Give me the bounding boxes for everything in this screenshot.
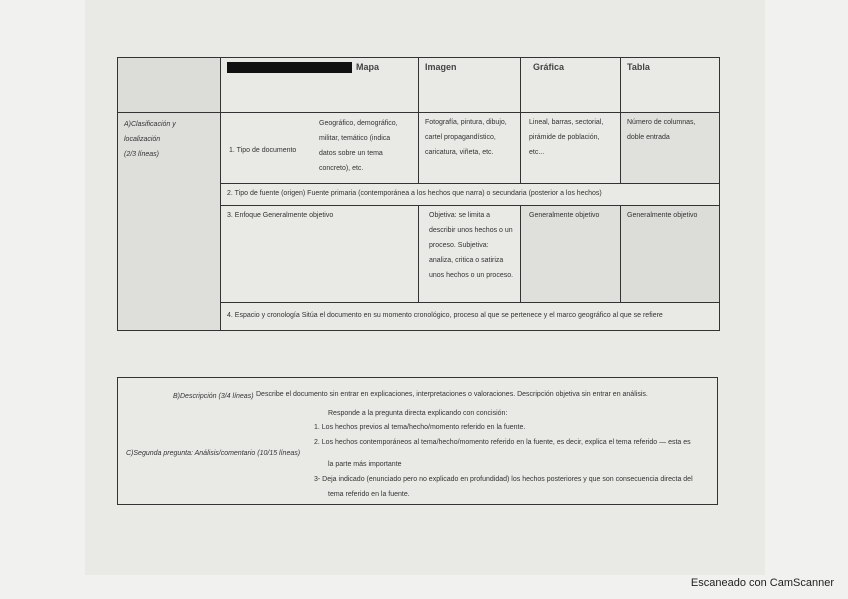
section-a-line: (2/3 líneas) [124,151,160,158]
redaction-bar [227,62,352,73]
header-tabla: Tabla [620,57,720,113]
header-grafica: Gráfica [520,57,621,113]
row1-label: 1. Tipo de documento [229,147,297,154]
section-c-item: la parte más importante [328,461,402,468]
header-imagen: Imagen [418,57,521,113]
section-c-item: 2. Los hechos contemporáneos al tema/hecho/momento referido en la fuente, es decir, explica el tema referido — esta es [314,439,691,446]
header-label: Mapa [356,62,380,72]
row4-cell: 4. Espacio y cronología Sitúa el documento en su momento cronológico, proceso al que se pertenece y el marco geográfico al que se refiere [220,302,720,331]
section-c-item: tema referido en la fuente. [328,491,410,498]
row1-mapa-text: Geográfico, demográfico, militar, temático (indica datos sobre un tema concreto), etc. [319,120,398,172]
section-c-item: 1. Los hechos previos al tema/hecho/momento referido en la fuente. [314,424,526,431]
row3-mapa-cell: 3. Enfoque Generalmente objetivo [220,205,419,303]
section-a-label [117,112,221,331]
row1-grafica-cell: Lineal, barras, sectorial, pirámide de población, etc... [520,112,621,184]
row3-tabla-cell: Generalmente objetivo [620,205,720,303]
section-a-line: A)Clasificación y [124,121,176,128]
row3-imagen-cell: Objetiva: se limita a describir unos hechos o un proceso. Subjetiva: analiza, critica o satiriza unos hechos o un proceso. [418,205,521,303]
header-mapa [220,57,419,113]
analysis-box [117,377,718,505]
section-c-intro: Responde a la pregunta directa explicando con concisión: [328,410,508,417]
corner-cell [117,57,221,113]
section-a-line: localización [124,136,161,143]
section-c-item: 3- Deja indicado (enunciado pero no explicado en profundidad) los hechos posteriores y que son consecuencia directa del [314,476,693,483]
scanner-watermark: Escaneado con CamScanner [690,577,834,589]
row2-cell: 2. Tipo de fuente (origen) Fuente primaria (contemporánea a los hechos que narra) o secundaria (posterior a los hechos) [220,183,720,206]
row3-grafica-cell: Generalmente objetivo [520,205,621,303]
row1-imagen-cell: Fotografía, pintura, dibujo, cartel propagandístico, caricatura, viñeta, etc. [418,112,521,184]
row1-tabla-cell: Número de columnas, doble entrada [620,112,720,184]
row1-mapa-cell [220,112,419,184]
section-b-label: B)Descripción (3/4 líneas) [173,393,254,400]
section-b-text: Describe el documento sin entrar en explicaciones, interpretaciones o valoraciones. Descripción objetiva sin entrar en análisis. [256,391,648,398]
section-c-label: C)Segunda pregunta: Análisis/comentario (10/15 líneas) [126,450,301,457]
